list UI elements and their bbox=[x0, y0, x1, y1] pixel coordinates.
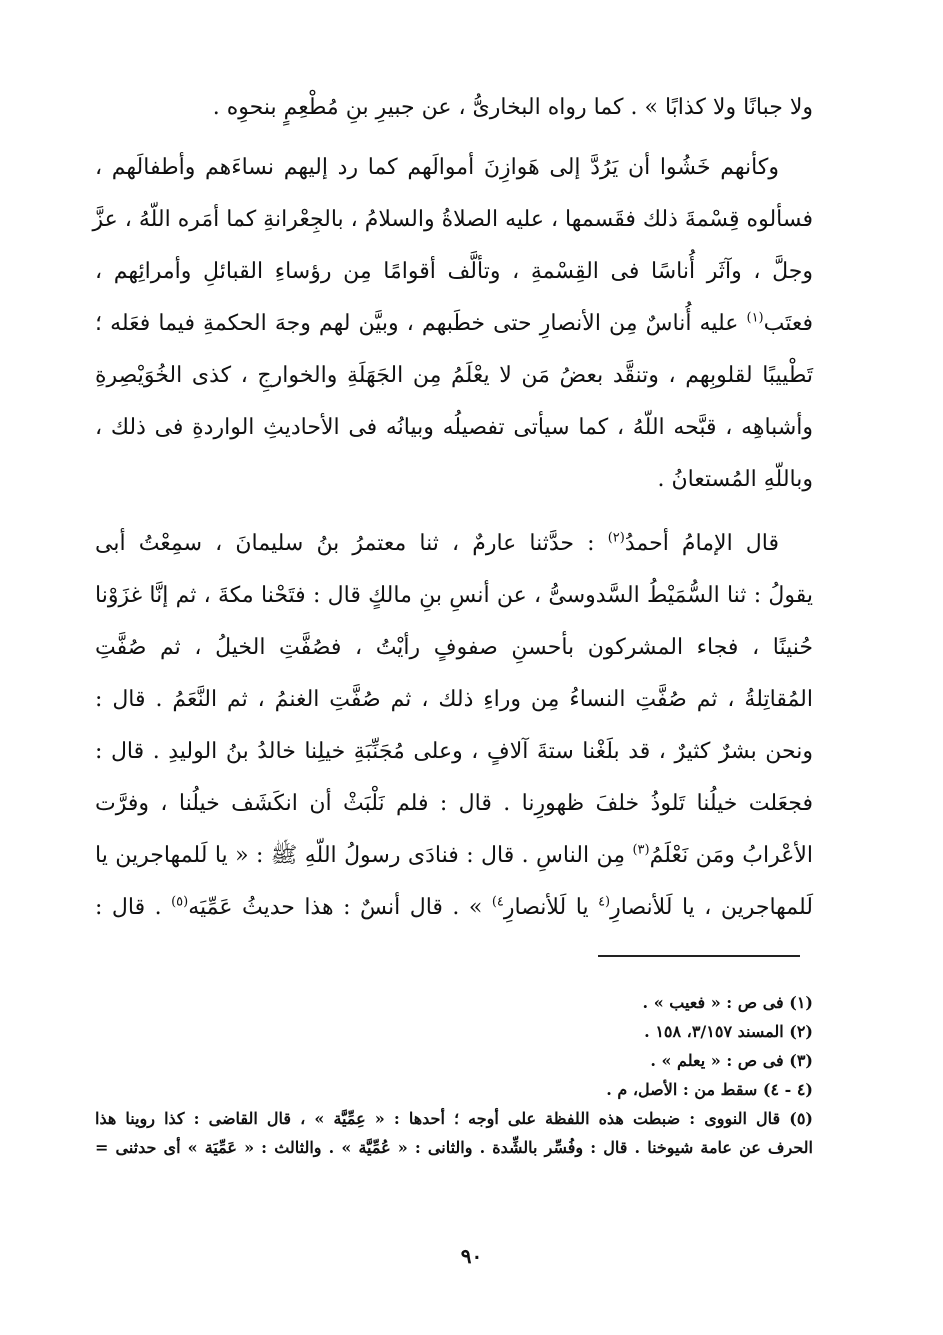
paragraph-3-line-2: يقولُ : ثنا السُّمَيْطُ السَّدوسىُّ ، عن أنسِ بنِ مالكٍ قال : فتَحْنا مكةَ ، ثم إنَّا غزَوْنا bbox=[95, 583, 813, 608]
footnote-marker: (٤ bbox=[598, 894, 611, 910]
text-run: . قال : bbox=[95, 895, 172, 920]
paragraph-2-line-5: تَطْييبًا لقلوبِهم ، وتنقَّد بعضُ مَن لا يعْلَمُ مِن الجَهَلَةِ والخوارجِ ، كذى الخُوَيْصِرةِ bbox=[95, 363, 813, 388]
text-run: : حدَّثنا عارمٌ ، ثنا معتمرُ بنُ سليمانَ ، سمِعْتُ أبى bbox=[95, 531, 608, 556]
paragraph-1-line-1: ولا جبانًا ولا كذابًا » . كما رواه البخارىُّ ، عن جبيرِ بنِ مُطْعِمٍ بنحوِه . bbox=[212, 95, 813, 120]
main-text bbox=[92, 82, 814, 934]
paragraph-2-line-6: وأشباهِه ، قبَّحه اللّهُ ، كما سيأتى تفصيلُه وبيانُه فى الأحاديثِ الواردةِ فى ذلك ، bbox=[95, 415, 813, 440]
paragraph-gap bbox=[95, 506, 813, 518]
paragraph-2-line-3: وجلَّ ، وآثَر أُناسًا فى القِسْمةِ ، وتألَّف أقوامًا مِن رؤساءِ القبائلِ وأمرائِهم ، bbox=[95, 259, 813, 284]
text-run: عليه أُناسٌ مِن الأنصارِ حتى خطَبهم ، وبيَّن لهم وجهَ الحكمةِ فيما فعَله ؛ bbox=[95, 311, 747, 336]
footnote-3: (٣) فى ص : « يعلم » . bbox=[650, 1051, 813, 1070]
paragraph-3-line-1 bbox=[95, 518, 813, 570]
footnote-marker: (٥) bbox=[171, 894, 189, 910]
paragraph-2-line-7: وباللّهِ المُستعانُ . bbox=[657, 467, 813, 492]
paragraph-gap bbox=[95, 134, 813, 142]
text-run: الأعْرابُ ومَن نَعْلَمُ bbox=[649, 843, 813, 868]
page-number: ٩٠ bbox=[460, 1244, 483, 1268]
footnote-marker: (٣) bbox=[632, 842, 650, 858]
footnote-1: (١) فى ص : « فعيب » . bbox=[642, 993, 813, 1012]
paragraph-2-line-1: وكأنهم خَشُوا أن يَرُدَّ إلى هَوازِنَ أموالَهم كما رد إليهم نساءَهم وأطفالَهم ، bbox=[95, 155, 779, 180]
text-run: قال الإمامُ أحمدُ bbox=[624, 531, 780, 556]
paragraph-2-line-4 bbox=[95, 298, 813, 350]
paragraph-3-line-8 bbox=[95, 882, 813, 934]
footnote-2: (٢) المسند ٣/١٥٧، ١٥٨ . bbox=[644, 1022, 813, 1041]
footnote-5-line-1: (٥) قال النووى : ضبطت هذه اللفظة على أوجه ؛ أحدها : « عِمِّيَّة » ، قال القاضى : كذا روينا هذا bbox=[95, 1109, 813, 1128]
paragraph-3-line-7 bbox=[95, 830, 813, 882]
text-run: مِن الناسِ . قال : فنادَى رسولُ اللّهِ ﷺ : « يا لَلمهاجرين يا bbox=[95, 843, 633, 868]
paragraph-2-line-2: فسألوه قِسْمةَ ذلك فقَسمها ، عليه الصلاةُ والسلامُ ، بالجِعْرانةِ كما أمَره اللّهُ ، عزَّ bbox=[92, 207, 813, 232]
text-run: لَلمهاجرين ، يا لَلأنصارِ bbox=[610, 895, 814, 920]
footnote-marker: (١) bbox=[746, 310, 764, 326]
footnote-marker: (٢) bbox=[607, 530, 625, 546]
text-run: » . قال أنسٌ : هذا حديثُ عَمِّيَه bbox=[188, 895, 492, 920]
footnote-marker: ٤) bbox=[491, 894, 504, 910]
footnote-separator bbox=[598, 955, 800, 957]
footnote-4: (٤ - ٤) سقط من : الأصل، م . bbox=[606, 1080, 813, 1099]
text-run: يا لَلأنصارِ bbox=[503, 895, 599, 920]
footnotes bbox=[95, 988, 813, 1162]
paragraph-3-line-6: فجعَلت خيلُنا تَلوذُ خلفَ ظهورِنا . قال : فلم نَلْبَثْ أن انكَشَف خيلُنا ، وفرَّت bbox=[95, 791, 813, 816]
paragraph-3-line-5: ونحن بشرٌ كثيرٌ ، قد بلَغْنا ستةَ آلافٍ ، وعلى مُجَنِّبَةِ خيلِنا خالدُ بنُ الوليدِ . قال : bbox=[95, 739, 813, 764]
paragraph-3-line-4: المُقاتِلةُ ، ثم صُفَّتِ النساءُ مِن وراءِ ذلك ، ثم صُفَّتِ الغنمُ ، ثم النَّعَمُ . قال : bbox=[95, 687, 813, 712]
paragraph-3-line-3: حُنينًا ، فجاء المشركون بأحسنِ صفوفٍ رأيْتُ ، فصُفَّتِ الخيلُ ، ثم صُفَّتِ bbox=[95, 635, 813, 660]
text-run: فعتَب bbox=[763, 311, 813, 336]
footnote-5-line-2: الحرف عن عامة شيوخنا . قال : وفُسِّر بالشِّدة . والثانى : « عُمِّيَّة » . والثالث : « عَمِّيَة » أى حدثنى = bbox=[95, 1138, 813, 1157]
